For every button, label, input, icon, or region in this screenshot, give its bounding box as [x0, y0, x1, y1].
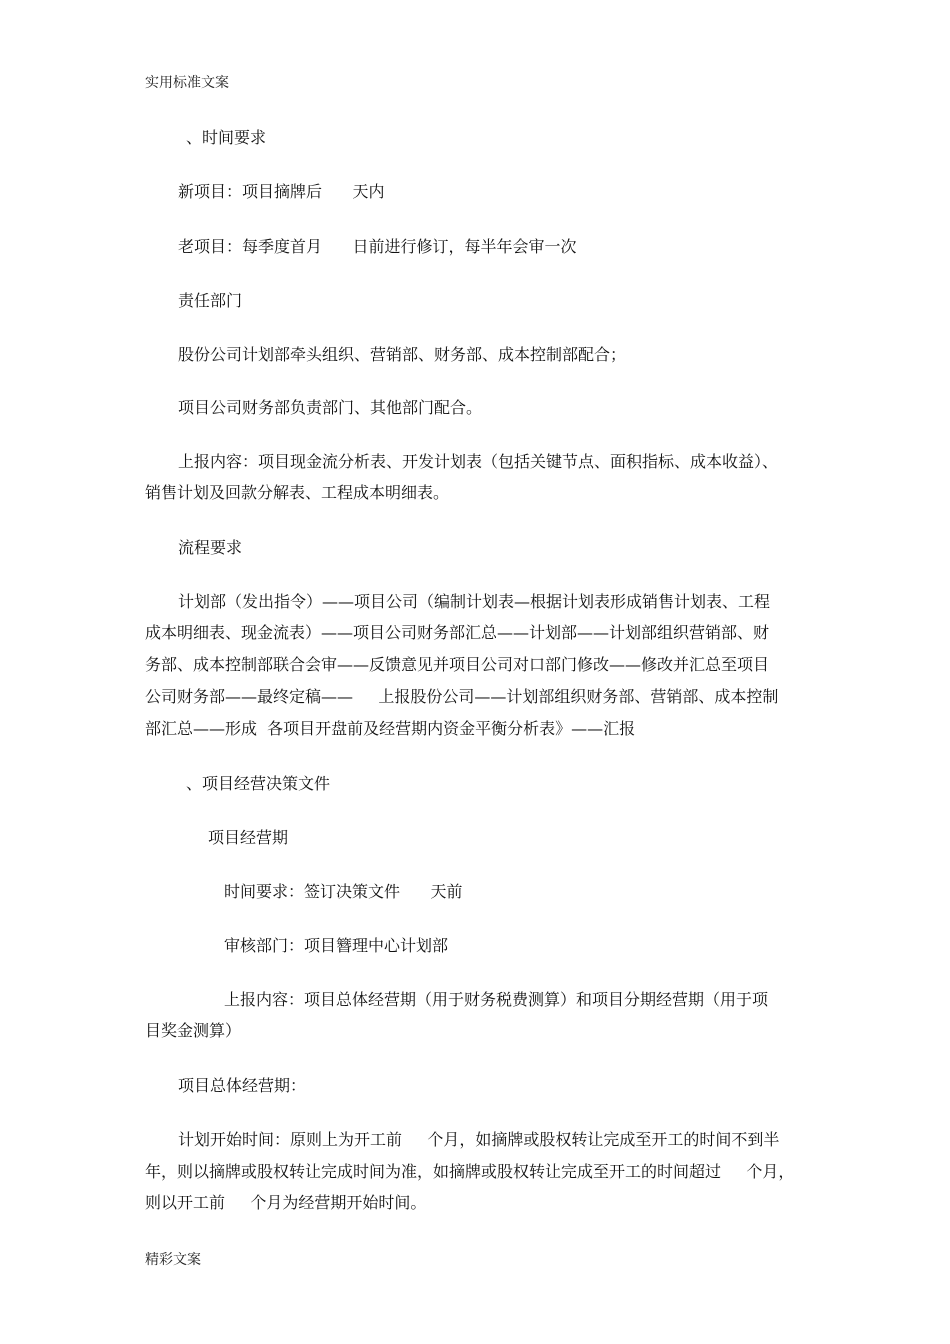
paragraph-shares-company: 股份公司计划部牵头组织、营销部、财务部、成本控制部配合； [178, 345, 627, 364]
heading-operating-period: 项目经营期 [208, 828, 289, 847]
paragraph-process-line-5: 部汇总——形成 各项目开盘前及经营期内资金平衡分析表》——汇报 [145, 719, 636, 738]
paragraph-process-line-3: 务部、成本控制部联合会审——反馈意见并项目公司对口部门修改——修改并汇总至项目 [145, 655, 770, 674]
section-heading-decision-documents: 、项目经营决策文件 [186, 774, 331, 793]
paragraph-old-project: 老项目：每季度首月 日前进行修订，每半年会审一次 [178, 237, 577, 256]
paragraph-process-line-1: 计划部（发出指令）——项目公司（编制计划表—根据计划表形成销售计划表、工程 [178, 592, 771, 611]
page-footer: 精彩文案 [145, 1252, 201, 1268]
paragraph-report-content-2-line-2: 目奖金测算） [145, 1021, 242, 1040]
heading-overall-operating-period: 项目总体经营期： [178, 1076, 307, 1095]
heading-process-requirements: 流程要求 [178, 538, 243, 557]
paragraph-time-requirement: 时间要求：签订决策文件 天前 [224, 882, 463, 901]
paragraph-start-time-line-1: 计划开始时间：原则上为开工前 个月，如摘牌或股权转让完成至开工的时间不到半 [178, 1130, 780, 1149]
paragraph-review-department: 审核部门：项目簪理中心计划部 [224, 936, 449, 955]
paragraph-start-time-line-2: 年，则以摘牌或股权转让完成时间为准，如摘牌或股权转让完成至开工的时间超过 个月， [145, 1162, 795, 1181]
paragraph-report-content-2-line-1: 上报内容：项目总体经营期（用于财务税费测算）和项目分期经营期（用于项 [224, 990, 769, 1009]
paragraph-process-line-4: 公司财务部——最终定稿—— 上报股份公司——计划部组织财务部、营销部、成本控制 [145, 687, 779, 706]
paragraph-report-content-line-1: 上报内容：项目现金流分析表、开发计划表（包括关键节点、面积指标、成本收益）、 [178, 452, 779, 471]
paragraph-project-company: 项目公司财务部负责部门、其他部门配合。 [178, 398, 483, 417]
heading-responsible-department: 责任部门 [178, 291, 243, 310]
paragraph-new-project: 新项目：项目摘牌后 天内 [178, 182, 385, 201]
paragraph-report-content-line-2: 销售计划及回款分解表、工程成本明细表。 [145, 483, 450, 502]
page-header: 实用标准文案 [145, 75, 229, 91]
paragraph-start-time-line-3: 则以开工前 个月为经营期开始时间。 [145, 1193, 427, 1212]
paragraph-process-line-2: 成本明细表、现金流表）——项目公司财务部汇总——计划部——计划部组织营销部、财 [145, 623, 770, 642]
section-heading-time-requirements: 、时间要求 [186, 128, 267, 147]
